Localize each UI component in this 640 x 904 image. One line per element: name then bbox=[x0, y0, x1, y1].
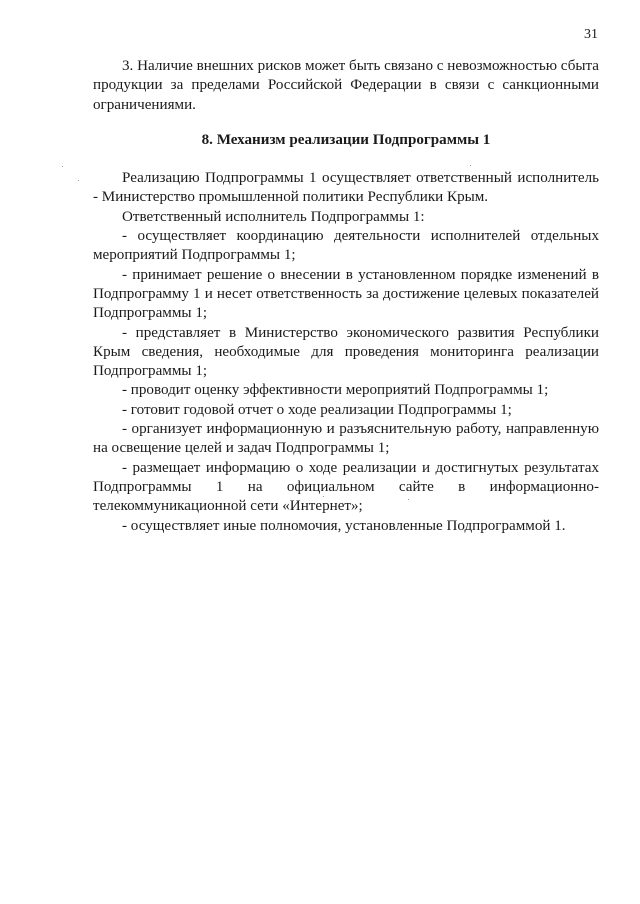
scan-speck bbox=[408, 499, 409, 500]
list-item: - организует информационную и разъяснительную работу, направленную на освещение целей и задач Подпрограммы 1; bbox=[93, 421, 599, 457]
body-paragraph: Реализацию Подпрограммы 1 осуществляет ответственный исполнитель - Министерство промышленной политики Республики Крым. bbox=[93, 170, 599, 206]
list-item: - размещает информацию о ходе реализации и достигнутых результатах Подпрограммы 1 на официальном сайте в информационно-телекоммуникационной сети «Интернет»; bbox=[93, 459, 599, 515]
list-item: - осуществляет иные полномочия, установленные Подпрограммой 1. bbox=[122, 517, 566, 534]
section-heading: 8. Механизм реализации Подпрограммы 1 bbox=[201, 131, 491, 148]
list-item: - представляет в Министерство экономического развития Республики Крым сведения, необходимые для проведения мониторинга реализации Подпрограммы 1; bbox=[93, 324, 599, 380]
body-paragraph: Ответственный исполнитель Подпрограммы 1: bbox=[122, 208, 425, 225]
risk-paragraph: 3. Наличие внешних рисков может быть связано с невозможностью сбыта продукции за пределами Российской Федерации в связи с санкционными ограничениями. bbox=[93, 58, 599, 113]
list-item: - осуществляет координацию деятельности исполнителей отдельных мероприятий Подпрограммы 1; bbox=[93, 228, 599, 264]
scan-speck bbox=[62, 166, 63, 167]
scan-speck bbox=[78, 180, 79, 181]
scan-speck bbox=[323, 496, 324, 497]
list-item: - принимает решение о внесении в установленном порядке изменений в Подпрограмму 1 и несет ответственность за достижение целевых показателей Подпрограммы 1; bbox=[93, 266, 599, 322]
page-number: 31 bbox=[584, 27, 598, 42]
list-item: - готовит годовой отчет о ходе реализации Подпрограммы 1; bbox=[122, 401, 512, 418]
page-content bbox=[93, 57, 599, 536]
list-item: - проводит оценку эффективности мероприятий Подпрограммы 1; bbox=[122, 382, 549, 399]
scan-speck bbox=[470, 165, 471, 166]
